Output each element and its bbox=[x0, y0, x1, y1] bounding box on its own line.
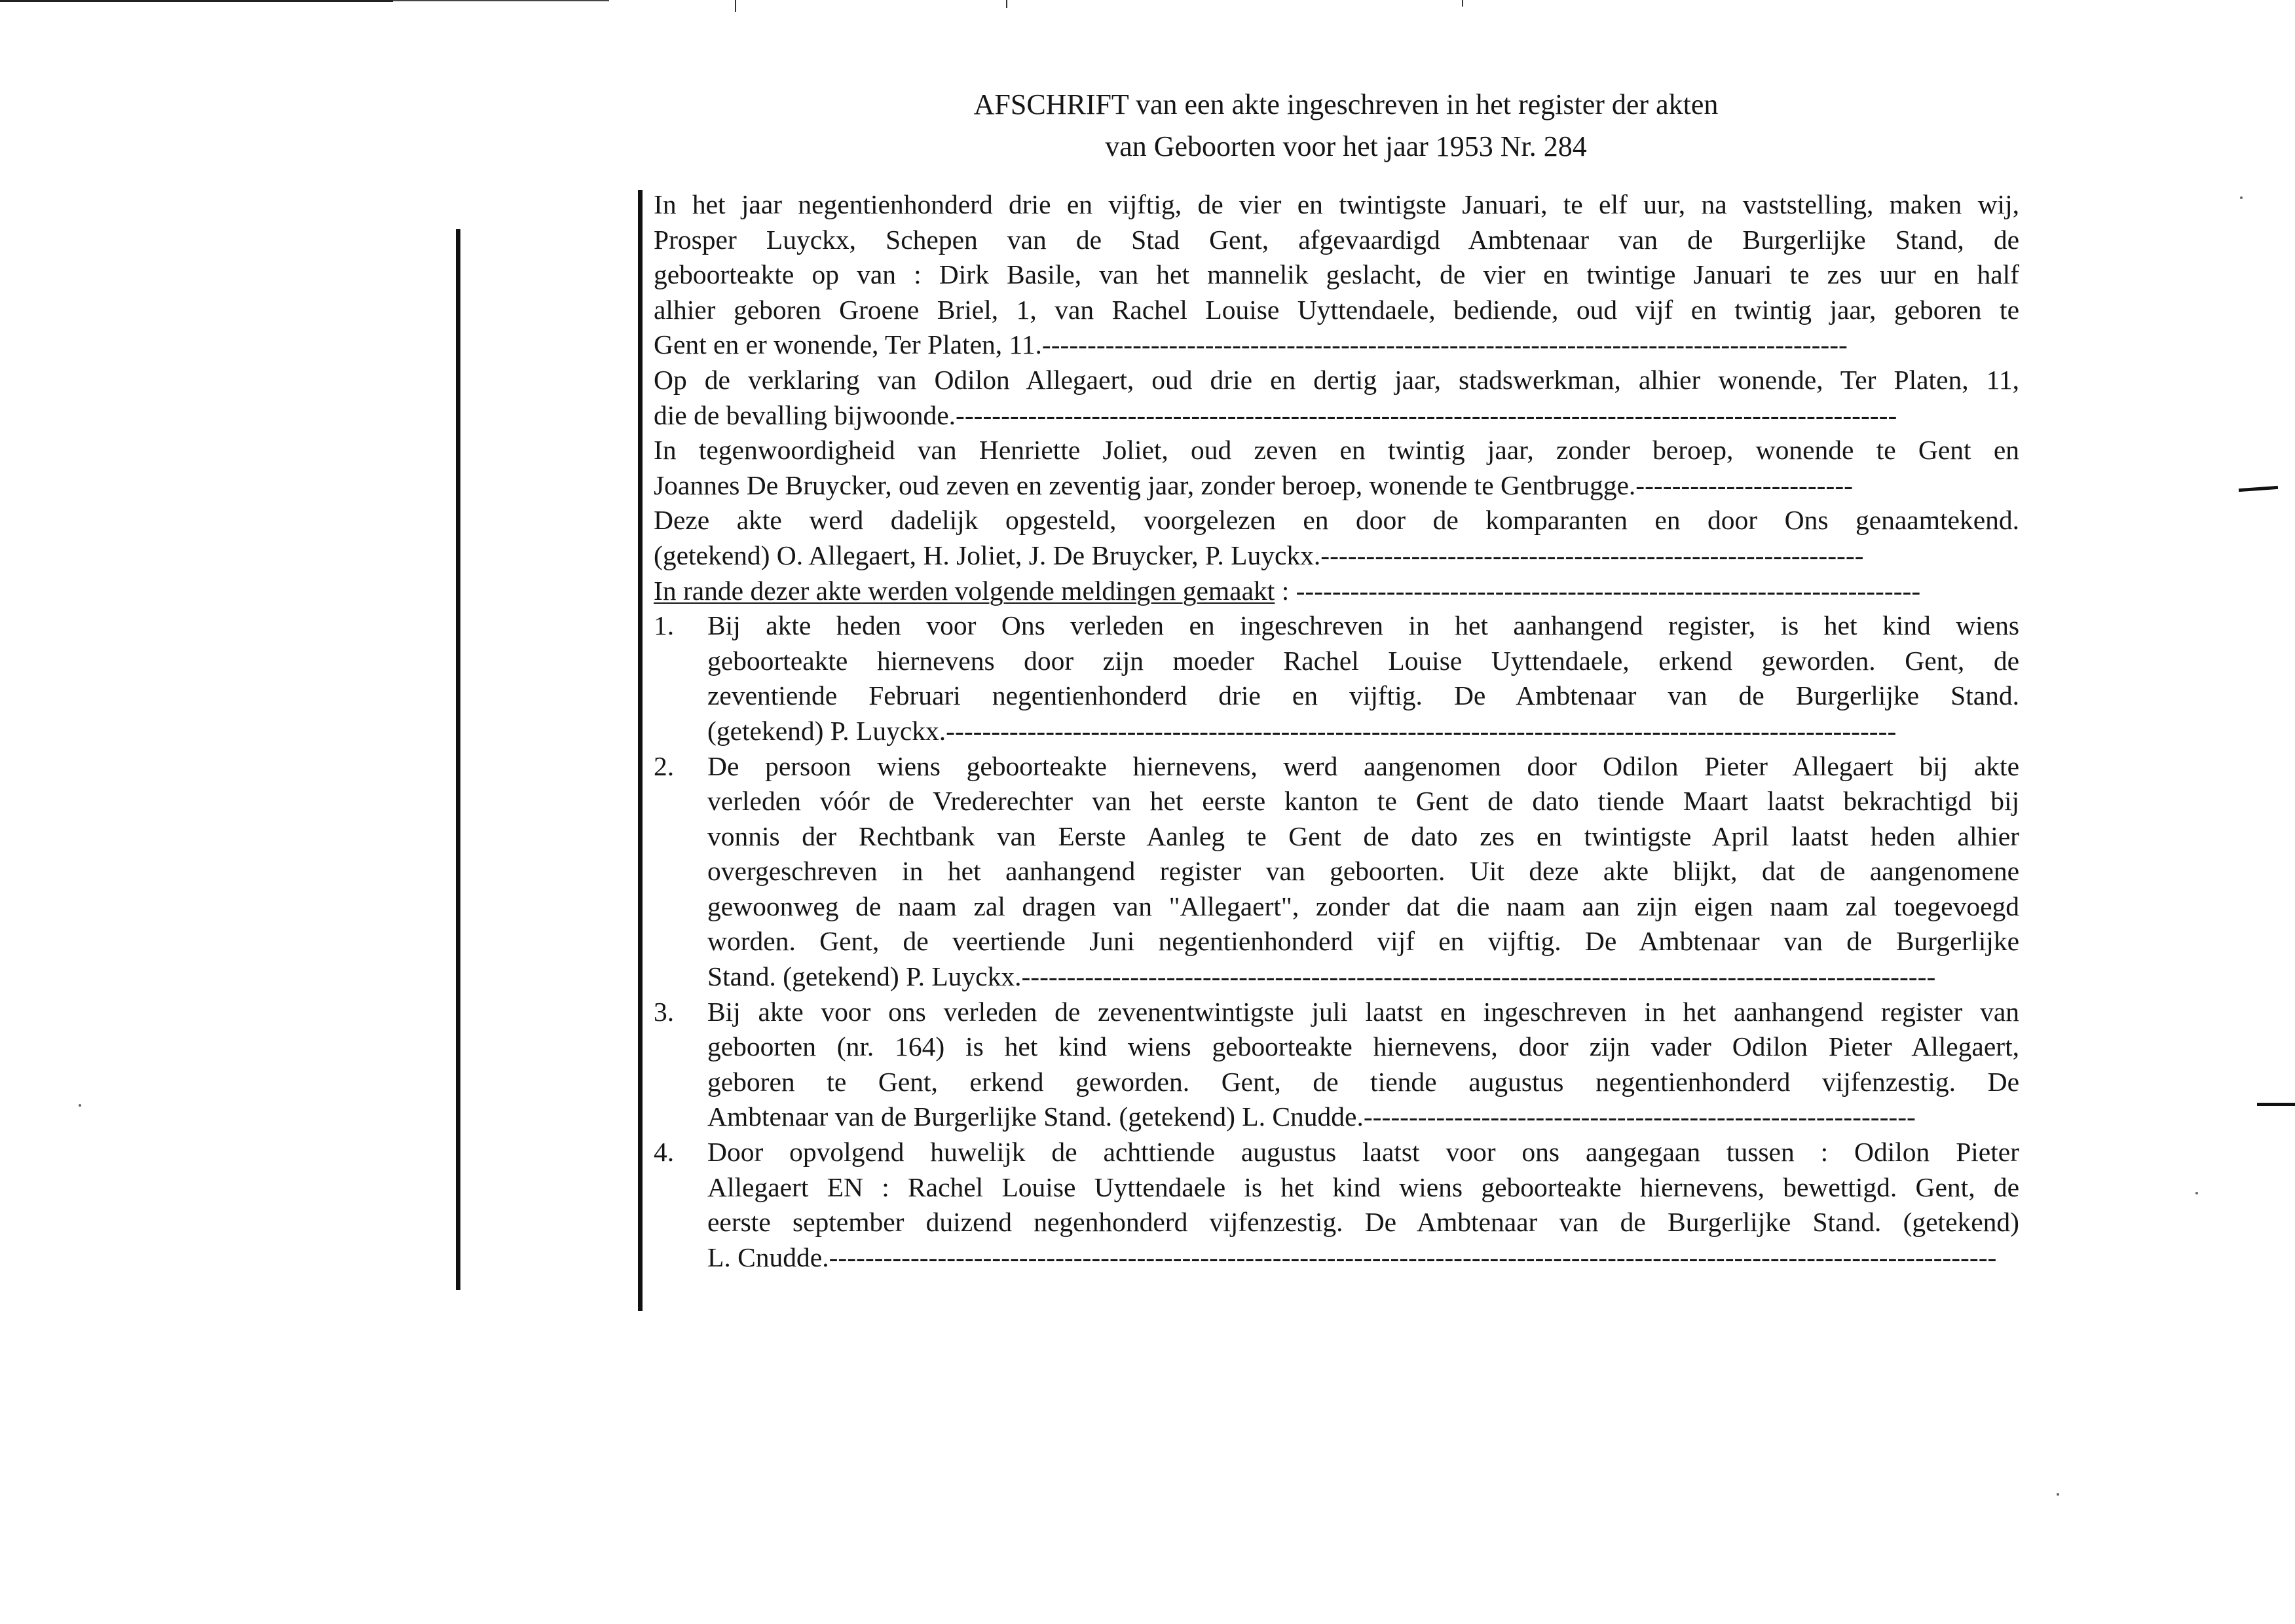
text-line: Stand. (getekend) P. Luyckx.----------------------------------------------------------------------------------------------------- bbox=[707, 961, 1936, 992]
mention-number: 2. bbox=[654, 750, 675, 781]
document-subtitle: van Geboorten voor het jaar 1953 Nr. 284 bbox=[1105, 130, 1587, 162]
text-line: gewoonweg de naam zal dragen van "Allegaert", zonder dat die naam aan zijn eigen naam zal toegevoegd bbox=[707, 891, 2019, 921]
text-line: Bij akte heden voor Ons verleden en ingeschreven in het aanhangend register, is het kind wiens bbox=[707, 610, 2019, 641]
text-line: (getekend) O. Allegaert, H. Joliet, J. De Bruycker, P. Luyckx.------------------------------------------------------------ bbox=[654, 540, 1864, 570]
text-line: alhier geboren Groene Briel, 1, van Rachel Louise Uyttendaele, bediende, oud vijf en twintig jaar, geboren te bbox=[654, 294, 2019, 325]
text-line: geboorten (nr. 164) is het kind wiens geboorteakte hiernevens, door zijn vader Odilon Pieter Allegaert, bbox=[707, 1031, 2019, 1062]
mention-item bbox=[654, 1135, 2019, 1275]
text-line: Op de verklaring van Odilon Allegaert, oud drie en dertig jaar, stadswerkman, alhier wonende, Ter Platen, 11, bbox=[654, 364, 2019, 395]
scan-speck bbox=[79, 1104, 81, 1107]
mention-number: 1. bbox=[654, 610, 675, 641]
scan-tick-mark bbox=[735, 0, 736, 12]
paragraph-margin-notes-heading bbox=[654, 574, 2019, 609]
text-line: Ambtenaar van de Burgerlijke Stand. (getekend) L. Cnudde.------------------------------------------------------------- bbox=[707, 1101, 1916, 1132]
scan-speck bbox=[2057, 1493, 2059, 1496]
scan-edge-line bbox=[0, 0, 393, 2]
text-line: geboorteakte op van : Dirk Basile, van het mannelik geslacht, de vier en twintige Januari te zes uur en half bbox=[654, 259, 2019, 290]
text-line: Prosper Luyckx, Schepen van de Stad Gent, afgevaardigd Ambtenaar van de Burgerlijke Stand, de bbox=[654, 224, 2019, 255]
text-line: vonnis der Rechtbank van Eerste Aanleg te Gent de dato zes en twintigste April laatst heden alhier bbox=[707, 821, 2019, 851]
document-title: AFSCHRIFT van een akte ingeschreven in het register der akten bbox=[973, 88, 1719, 120]
text-line: overgeschreven in het aanhangend register van geboorten. Uit deze akte blijkt, dat de aangenomene bbox=[707, 856, 2019, 887]
margin-notes-heading: In rande dezer akte werden volgende meldingen gemaakt bbox=[654, 575, 1275, 606]
text-line: Gent en er wonende, Ter Platen, 11.----------------------------------------------------------------------------------------- bbox=[654, 329, 1848, 360]
text-line bbox=[654, 574, 2019, 609]
scan-edge-line bbox=[393, 0, 609, 1]
mention-item bbox=[654, 995, 2019, 1135]
edge-mark bbox=[2257, 1103, 2295, 1106]
text-line: Bij akte voor ons verleden de zevenentwintigste juli laatst en ingeschreven in het aanhangend register van bbox=[707, 996, 2019, 1027]
text-line: De persoon wiens geboorteakte hiernevens, werd aangenomen door Odilon Pieter Allegaert bij akte bbox=[707, 750, 2019, 781]
act-body bbox=[654, 187, 2019, 1275]
paragraph-signatures bbox=[654, 503, 2019, 573]
mention-item bbox=[654, 749, 2019, 995]
scan-speck bbox=[2195, 1192, 2198, 1194]
mention-number: 3. bbox=[654, 996, 675, 1027]
text-line: (getekend) P. Luyckx.--------------------------------------------------------------------------------------------------------- bbox=[707, 715, 1897, 746]
text-line: Deze akte werd dadelijk opgesteld, voorgelezen en door de komparanten en door Ons genaamtekend. bbox=[654, 505, 2019, 536]
text-line: zeventiende Februari negentienhonderd drie en vijftig. De Ambtenaar van de Burgerlijke Stand. bbox=[707, 680, 2019, 711]
paragraph-witnesses bbox=[654, 433, 2019, 503]
text-line: In het jaar negentienhonderd drie en vijftig, de vier en twintigste Januari, te elf uur, na vaststelling, maken wij, bbox=[654, 189, 2019, 219]
heading-filler: : --------------------------------------------------------------------- bbox=[1275, 575, 1921, 606]
edge-mark bbox=[2239, 486, 2278, 492]
text-line: geboorteakte hiernevens door zijn moeder Rachel Louise Uyttendaele, erkend geworden. Gent, de bbox=[707, 645, 2019, 676]
paragraph-birth-declaration bbox=[654, 187, 2019, 363]
text-line: Door opvolgend huwelijk de achttiende augustus laatst voor ons aangegaan tussen : Odilon Pieter bbox=[707, 1137, 2019, 1168]
text-line: Joannes De Bruycker, oud zeven en zeventig jaar, zonder beroep, wonende te Gentbrugge.------------------------ bbox=[654, 470, 1853, 500]
paragraph-declarant bbox=[654, 363, 2019, 433]
left-margin-bar bbox=[456, 229, 460, 1290]
text-line: die de bevalling bijwoonde.-------------------------------------------------------------------------------------------------------- bbox=[654, 399, 1897, 430]
text-line: In tegenwoordigheid van Henriette Joliet, oud zeven en twintig jaar, zonder beroep, wonende te Gent en bbox=[654, 435, 2019, 466]
text-border-bar bbox=[638, 190, 643, 1311]
mention-number: 4. bbox=[654, 1137, 675, 1168]
text-line: eerste september duizend negenhonderd vijfenzestig. De Ambtenaar van de Burgerlijke Stand. (getekend) bbox=[707, 1207, 2019, 1238]
text-line: Allegaert EN : Rachel Louise Uyttendaele is het kind wiens geboorteakte hiernevens, bewettigd. Gent, de bbox=[707, 1172, 2019, 1202]
text-line: worden. Gent, de veertiende Juni negentienhonderd vijf en vijftig. De Ambtenaar van de Burgerlijke bbox=[707, 926, 2019, 957]
text-line: geboren te Gent, erkend geworden. Gent, de tiende augustus negentienhonderd vijfenzestig. De bbox=[707, 1066, 2019, 1097]
scan-speck bbox=[2240, 196, 2243, 199]
scan-tick-mark bbox=[1006, 0, 1007, 8]
scan-tick-mark bbox=[1462, 0, 1463, 7]
mention-item bbox=[654, 608, 2019, 748]
text-line: verleden vóór de Vrederechter van het eerste kanton te Gent de dato tiende Maart laatst bekrachtigd bij bbox=[707, 786, 2019, 817]
text-line: L. Cnudde.--------------------------------------------------------------------------------------------------------------------------------- bbox=[707, 1242, 1997, 1272]
